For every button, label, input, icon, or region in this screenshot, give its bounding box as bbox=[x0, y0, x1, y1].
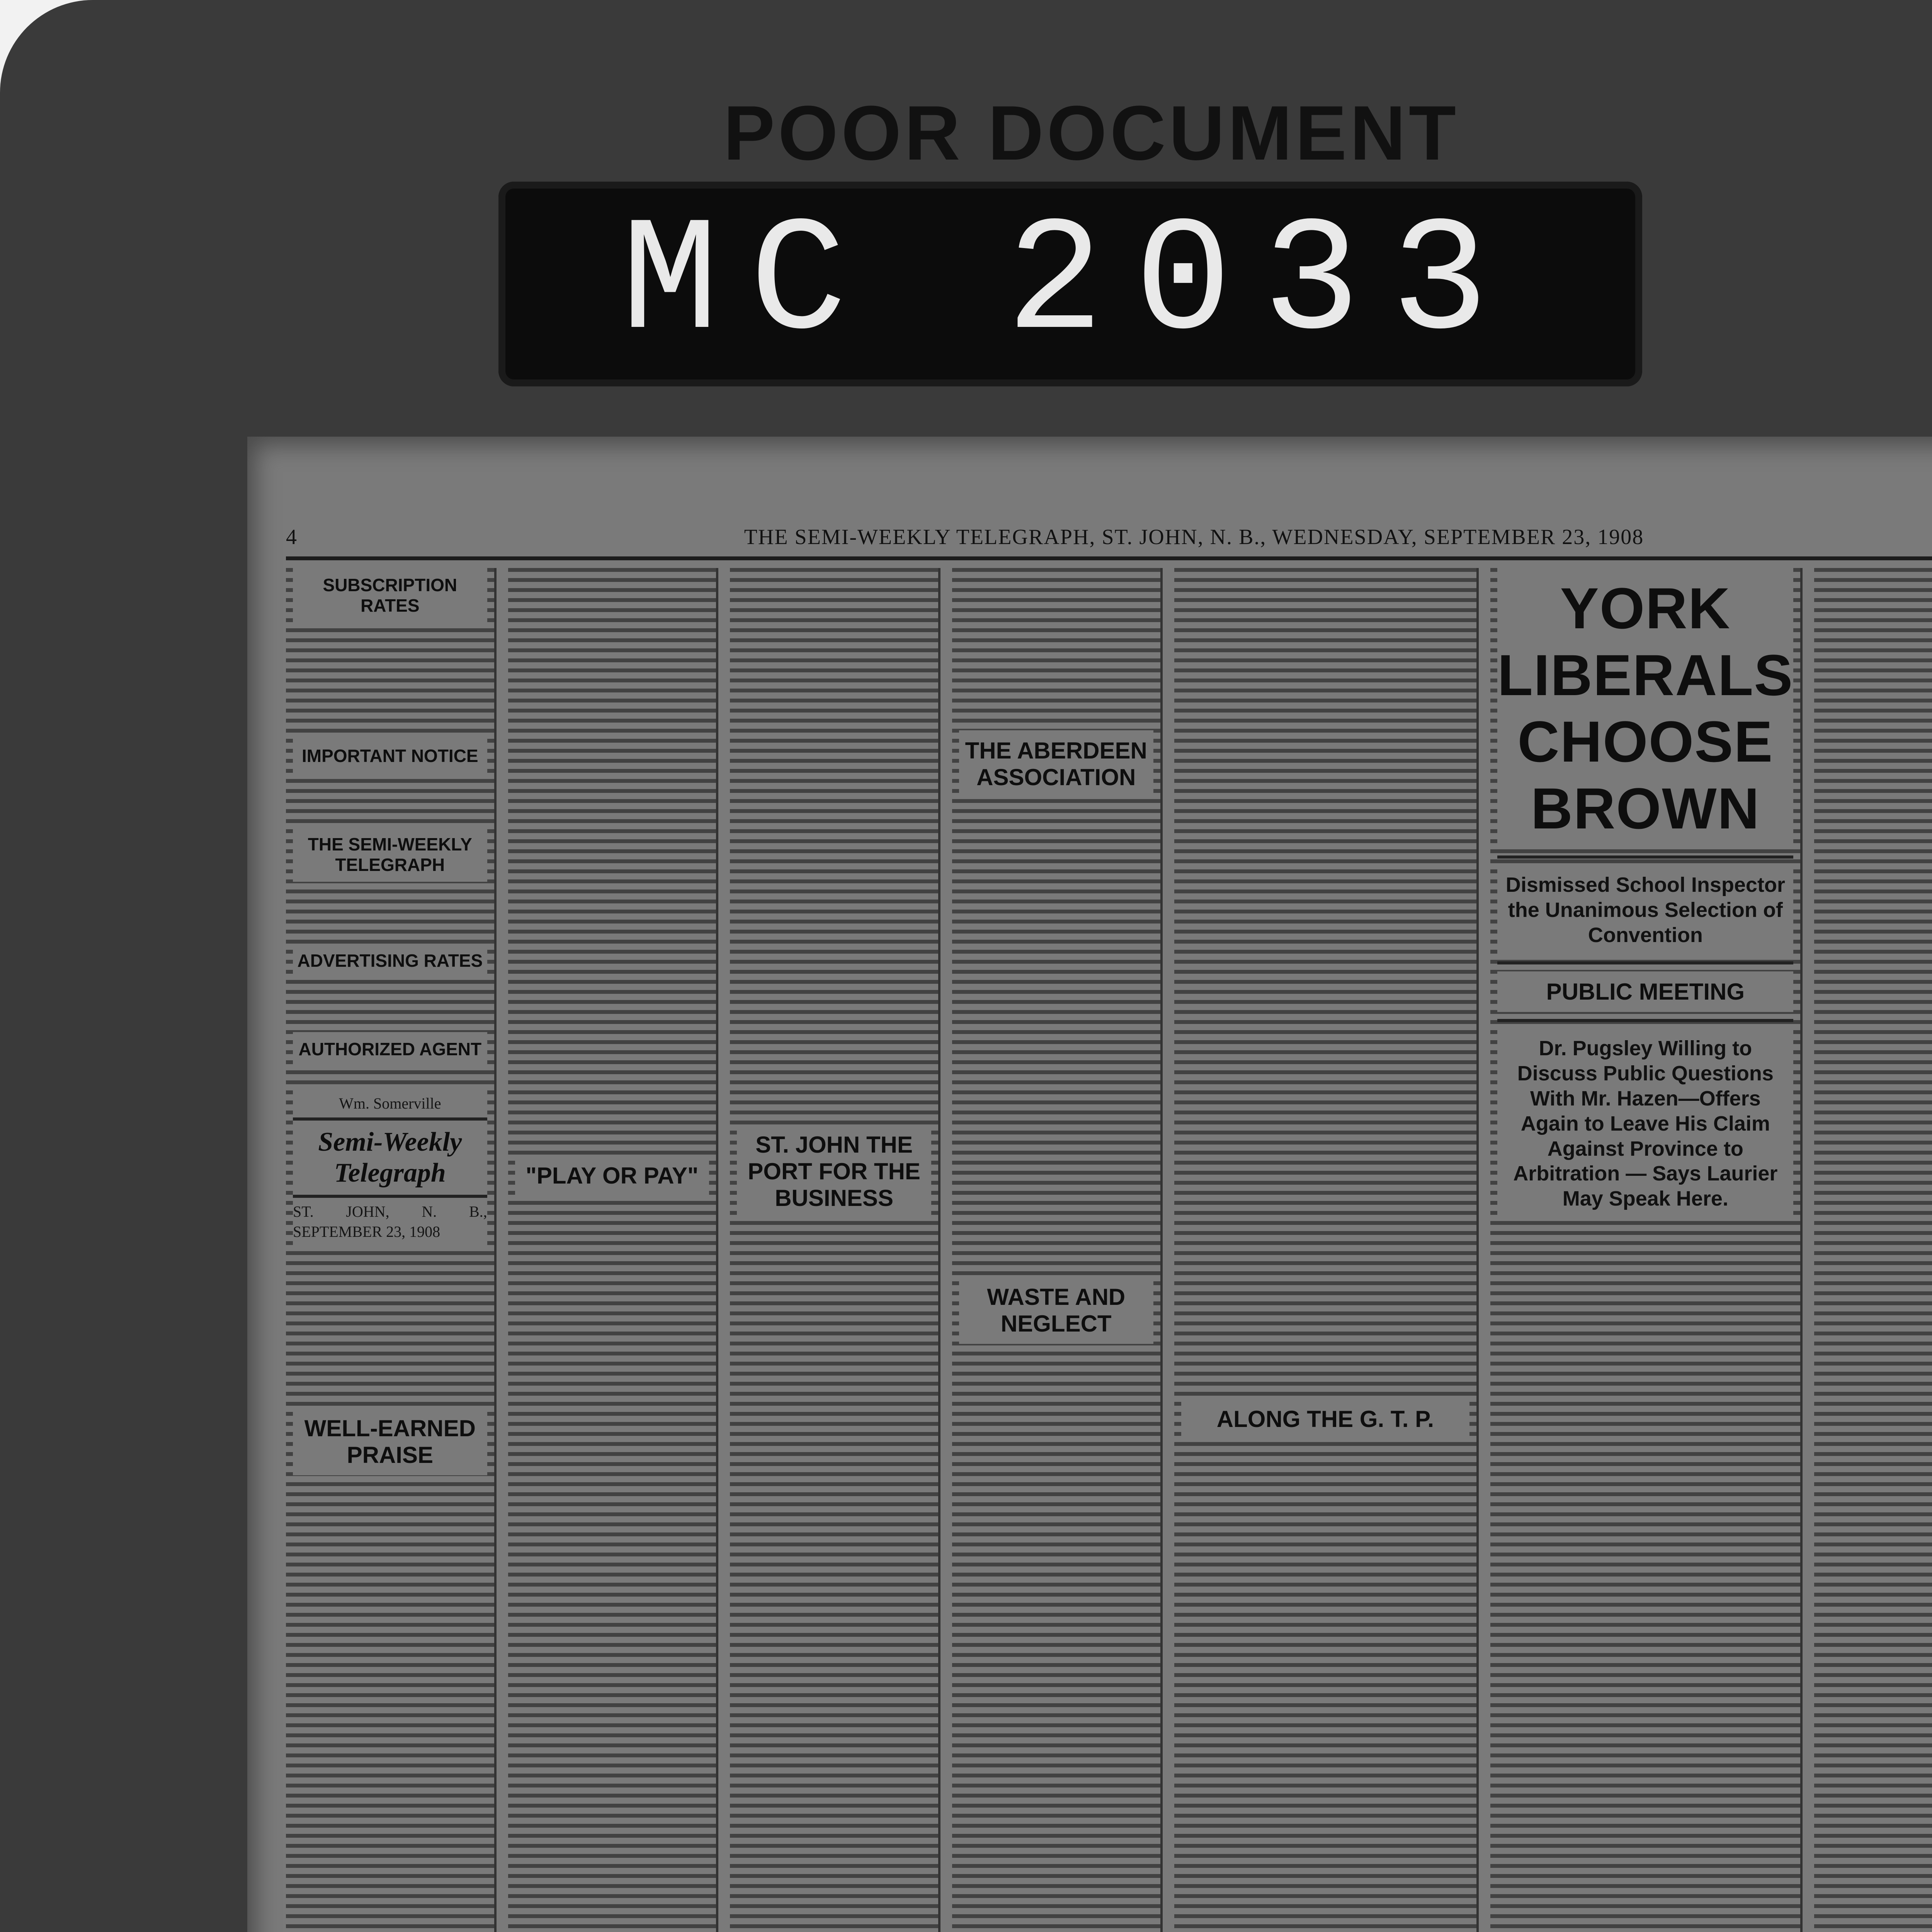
text-block bbox=[737, 568, 931, 1124]
poor-document-label: POOR DOCUMENT bbox=[723, 90, 1459, 176]
page-number: 4 bbox=[286, 525, 298, 549]
text-block bbox=[293, 773, 487, 827]
deck-dismissed-inspector: Dismissed School Inspector the Unanimous Selection of Convention bbox=[1497, 866, 1793, 954]
divider bbox=[1497, 855, 1793, 859]
columns bbox=[286, 568, 1932, 1932]
heading-along-gtp: ALONG THE G. T. P. bbox=[1181, 1399, 1470, 1439]
column-6 bbox=[1490, 568, 1803, 1932]
divider bbox=[1497, 961, 1793, 964]
text-block bbox=[293, 623, 487, 739]
heading-authorized-agent: AUTHORIZED AGENT bbox=[293, 1032, 487, 1066]
agent-name: Wm. Somerville bbox=[293, 1090, 487, 1117]
masthead bbox=[286, 518, 1932, 560]
column-1 bbox=[286, 568, 497, 1932]
deck-pugsley: Dr. Pugsley Willing to Discuss Public Questions With Mr. Hazen—Offers Again to Leave His Claim Against Province to Arbitration — Says Laurier May Speak Here. bbox=[1497, 1029, 1793, 1218]
column-2 bbox=[508, 568, 719, 1932]
column-4 bbox=[952, 568, 1163, 1932]
text-block bbox=[293, 1475, 487, 1932]
heading-subscription-rates: SUBSCRIPTION RATES bbox=[293, 568, 487, 623]
headline-york-liberals: YORK LIBERALS CHOOSE BROWN bbox=[1497, 568, 1793, 849]
masthead-title: THE SEMI-WEEKLY TELEGRAPH, ST. JOHN, N. B., WEDNESDAY, SEPTEMBER 23, 1908 bbox=[744, 525, 1644, 549]
text-block bbox=[959, 798, 1153, 1277]
heading-well-earned-praise: WELL-EARNED PRAISE bbox=[293, 1408, 487, 1475]
text-block bbox=[515, 568, 709, 1155]
text-block bbox=[1181, 568, 1470, 1399]
text-block bbox=[959, 1344, 1153, 1932]
reel-plate bbox=[498, 182, 1642, 386]
text-block bbox=[737, 1218, 931, 1932]
deck-public-meeting: PUBLIC MEETING bbox=[1497, 971, 1793, 1012]
column-5 bbox=[1174, 568, 1479, 1932]
reel-number: MC 2033 bbox=[621, 192, 1520, 376]
text-block bbox=[959, 568, 1153, 730]
text-block bbox=[293, 1246, 487, 1408]
paper-nameplate: Semi-Weekly Telegraph bbox=[293, 1117, 487, 1198]
heading-play-or-pay: "PLAY OR PAY" bbox=[515, 1155, 709, 1196]
text-block bbox=[293, 1066, 487, 1090]
heading-semi-weekly: THE SEMI-WEEKLY TELEGRAPH bbox=[293, 827, 487, 882]
text-block bbox=[293, 978, 487, 1032]
dateline: ST. JOHN, N. B., SEPTEMBER 23, 1908 bbox=[293, 1198, 487, 1246]
column-7 bbox=[1814, 568, 1932, 1932]
heading-important-notice: IMPORTANT NOTICE bbox=[293, 739, 487, 773]
heading-advertising-rates: ADVERTISING RATES bbox=[293, 944, 487, 978]
text-block bbox=[1181, 1439, 1470, 1932]
heading-port-business: ST. JOHN THE PORT FOR THE BUSINESS bbox=[737, 1124, 931, 1218]
column-3 bbox=[730, 568, 940, 1932]
text-block bbox=[293, 882, 487, 944]
divider bbox=[1497, 1019, 1793, 1022]
heading-aberdeen-association: THE ABERDEEN ASSOCIATION bbox=[959, 730, 1153, 798]
heading-waste-neglect: WASTE AND NEGLECT bbox=[959, 1277, 1153, 1344]
newspaper-page bbox=[247, 437, 1932, 1932]
